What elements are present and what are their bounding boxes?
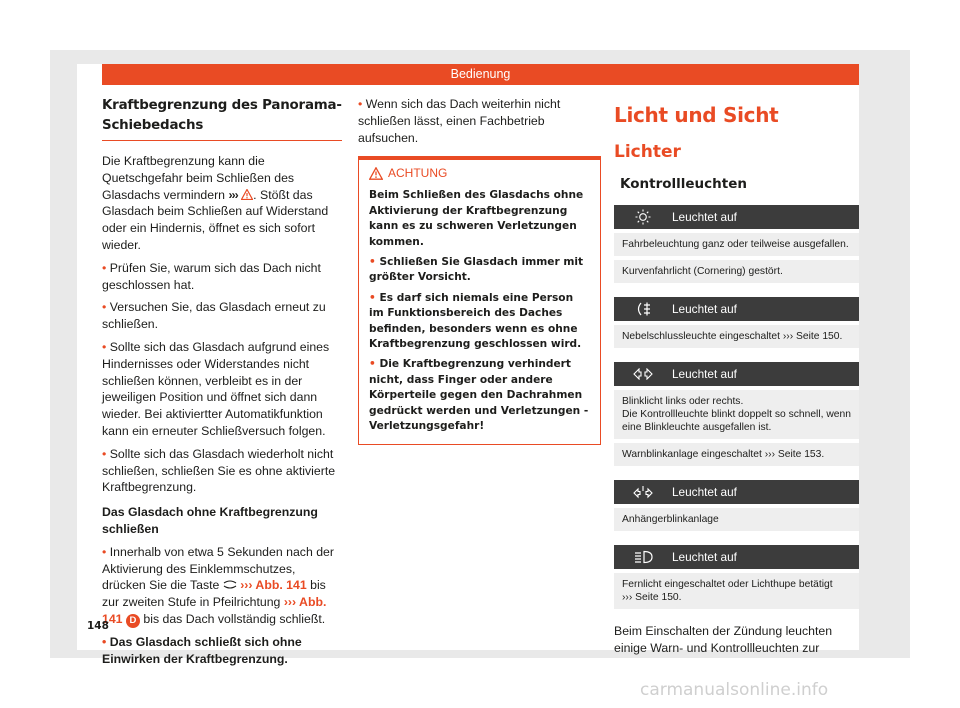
callout-badge: D bbox=[126, 614, 140, 628]
indicator-row bbox=[614, 325, 859, 348]
step-text: Das Glasdach schließt sich ohne Einwirken der Kraftbegrenzung. bbox=[102, 634, 302, 666]
step-text-cont: bis zur zweiten Stufe in Pfeilrichtung bbox=[102, 578, 326, 610]
warning-body bbox=[359, 186, 600, 444]
turn-signal-icon bbox=[633, 368, 653, 380]
subsection-title: Kontrollleuchten bbox=[620, 176, 747, 192]
indicator-row: Anhängerblinkanlage bbox=[614, 508, 859, 531]
bullet-item: • Sollte sich das Glasdach wiederholt nicht schließen, schließen Sie es ohne aktivierte Kraftbegrenzung. bbox=[102, 446, 336, 495]
warning-triangle-icon bbox=[369, 167, 383, 180]
warning-bullet-text: Die Kraftbegrenzung verhindert nicht, dass Finger oder andere Körperteile gegen den Dachrahmen gedrückt werden und Verletzungen - Verletzungsgefahr! bbox=[369, 358, 589, 433]
warning-bullet-text: Schließen Sie Glasdach immer mit größter Vorsicht. bbox=[369, 256, 584, 284]
bullet-item: • Wenn sich das Dach weiterhin nicht schließen lässt, einen Fachbetrieb aufsuchen. bbox=[358, 97, 561, 145]
bullet-text: Sollte sich das Glasdach wiederholt nicht schließen, schließen Sie es ohne aktivierte Kraftbegrenzung. bbox=[102, 446, 336, 495]
indicator-row: Kurvenfahrlicht (Cornering) gestört. bbox=[614, 260, 859, 283]
column-right bbox=[614, 96, 859, 657]
high-beam-icon bbox=[633, 550, 653, 564]
running-header: Bedienung bbox=[102, 64, 859, 85]
bullet-text: Prüfen Sie, warum sich das Dach nicht geschlossen hat. bbox=[102, 260, 321, 292]
figure-link[interactable]: ››› Abb. 141 bbox=[240, 578, 307, 593]
subheading: Das Glasdach ohne Kraftbegrenzung schließen bbox=[102, 505, 318, 536]
indicator-row: Warnblinkanlage eingeschaltet ››› Seite 153. bbox=[614, 443, 859, 466]
bullet-item: • Versuchen Sie, das Glasdach erneut zu schließen. bbox=[102, 300, 326, 332]
bullet-text: Wenn sich das Dach weiterhin nicht schließen lässt, einen Fachbetrieb aufsuchen. bbox=[358, 97, 561, 145]
light-bulb-icon bbox=[635, 209, 651, 225]
step-item: • Innerhalb von etwa 5 Sekunden nach der Aktivierung des Einklemmschutzes, drücken Sie die Taste ››› Abb. 141 bis zur zweiten Stufe in Pfeilrichtung ››› Abb. 141 D bis das Dach vollständig schließt. bbox=[102, 544, 334, 626]
warning-bullet-text: Es darf sich niemals eine Person im Funktionsbereich des Daches befinden, besonders wenn es ohne Kraftbegrenzung geschlossen wird. bbox=[369, 291, 582, 351]
indicator-row: Fahrbeleuchtung ganz oder teilweise ausgefallen. bbox=[614, 233, 859, 256]
indicator-header bbox=[614, 480, 859, 504]
indicator-label: Leuchtet auf bbox=[672, 485, 737, 499]
intro-paragraph bbox=[102, 153, 342, 254]
bullet-text: Versuchen Sie, das Glasdach erneut zu schließen. bbox=[102, 300, 326, 332]
trailer-turn-signal-icon bbox=[633, 485, 653, 499]
indicator-label: Leuchtet auf bbox=[672, 210, 737, 224]
step-text-end: bis das Dach vollständig schließt. bbox=[139, 611, 326, 626]
indicator-row: Blinklicht links oder rechts. Die Kontrollleuchte blinkt doppelt so schnell, wenn eine Blinkleuchte ausgefallen ist. bbox=[614, 390, 859, 439]
roof-switch-icon bbox=[223, 580, 237, 589]
figure-link[interactable]: ››› Abb. 141 bbox=[102, 595, 327, 626]
bullet-item: • Sollte sich das Glasdach aufgrund eines Hindernisses oder Widerstandes nicht schließen können, verbleibt es in der jeweiligen Position und öffnet sich dann wieder. Bei aktiviertter Automatikfunktion kann ein erneuter Schließversuch folgen. bbox=[102, 339, 330, 438]
step-text: Innerhalb von etwa 5 Sekunden nach der Aktivierung des Einklemmschutzes, drücken Sie die Taste bbox=[102, 544, 334, 593]
warning-bullet: • Die Kraftbegrenzung verhindert nicht, dass Finger oder andere Körperteile gegen den Dachrahmen gedrückt werden und Verletzungen - Verletzungsgefahr! bbox=[369, 358, 589, 433]
warning-bullet: • Es darf sich niemals eine Person im Funktionsbereich des Daches befinden, besonders wenn es ohne Kraftbegrenzung geschlossen wird. bbox=[369, 291, 582, 351]
warning-intro: Beim Schließen des Glasdachs ohne Aktivierung der Kraftbegrenzung kann es zu schweren Verletzungen kommen. bbox=[369, 189, 584, 248]
warning-bullet: • Schließen Sie Glasdach immer mit größter Vorsicht. bbox=[369, 256, 584, 284]
section-title: Lichter bbox=[614, 142, 681, 162]
column-middle bbox=[358, 96, 601, 445]
column-left bbox=[102, 96, 342, 674]
indicator-header bbox=[614, 362, 859, 386]
indicator-row: Fernlicht eingeschaltet oder Lichthupe betätigt ››› Seite 150. bbox=[614, 573, 859, 609]
rear-fog-light-icon bbox=[634, 302, 652, 316]
watermark: carmanualsonline.info bbox=[640, 680, 829, 700]
indicator-label: Leuchtet auf bbox=[672, 367, 737, 381]
bullet-text: Sollte sich das Glasdach aufgrund eines Hindernisses oder Widerstandes nicht schließen können, verbleibt es in der jeweiligen Position und öffnet sich dann wieder. Bei aktiviertter Automatikfunktion kann ein erneuter Schließversuch folgen. bbox=[102, 339, 330, 438]
section-title: Kraftbegrenzung des Panorama-Schiebedachs bbox=[102, 96, 342, 141]
warning-label: ACHTUNG bbox=[388, 166, 448, 181]
intro-text-cont: . Stößt das Glasdach beim Schließen auf Widerstand oder ein Hindernis, öffnet es sich sofort wieder. bbox=[102, 187, 329, 252]
warning-triangle-icon[interactable] bbox=[241, 189, 253, 200]
page-number: 148 bbox=[87, 620, 109, 632]
chapter-title: Licht und Sicht bbox=[614, 103, 779, 127]
indicator-label: Leuchtet auf bbox=[672, 550, 737, 564]
step-item: • Das Glasdach schließt sich ohne Einwirken der Kraftbegrenzung. bbox=[102, 634, 302, 666]
ref-arrow: ››› bbox=[228, 187, 238, 202]
bullet-item: • Prüfen Sie, warum sich das Dach nicht geschlossen hat. bbox=[102, 260, 321, 292]
indicator-label: Leuchtet auf bbox=[672, 302, 737, 316]
warning-box bbox=[358, 156, 601, 445]
indicator-row-text: Nebelschlussleuchte eingeschaltet ››› Seite 150. bbox=[622, 331, 843, 342]
indicator-header bbox=[614, 545, 859, 569]
indicator-header bbox=[614, 297, 859, 321]
intro-text: Die Kraftbegrenzung kann die Quetschgefahr beim Schließen des Glasdachs vermindern bbox=[102, 154, 295, 202]
indicator-header bbox=[614, 205, 859, 229]
warning-header bbox=[359, 160, 600, 186]
tail-paragraph: Beim Einschalten der Zündung leuchten einige Warn- und Kontrollleuchten zur bbox=[614, 624, 833, 655]
